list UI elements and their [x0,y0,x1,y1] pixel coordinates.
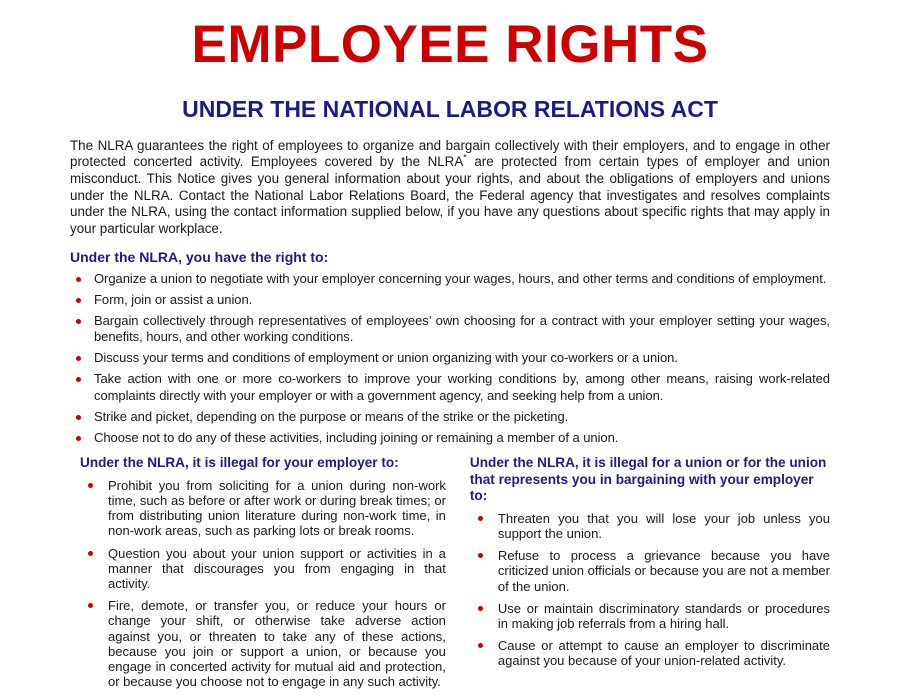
two-column-section [70,455,830,696]
page-title: EMPLOYEE RIGHTS [191,15,709,74]
list-item [70,292,830,309]
list-item [470,601,830,631]
list-item-text: Question you about your union support or activities in a manner that discourages you from engaging in that activity. [108,545,446,591]
intro-paragraph [70,138,830,238]
list-item [80,478,446,539]
intro-text-2: are protected from certain types of employer and union misconduct. This Notice gives you general information about your rights, and about the obligations of employers and unions under the NLRA. Contact the National Labor Relations Board, the Federal agency that investigates and resolves complaints under the NLRA, using the contact information supplied below, if you have any questions about specific rights that may apply in your particular workplace. [70,154,831,237]
bullet-icon [76,277,81,282]
list-item [470,638,830,668]
bullet-icon [88,551,93,556]
bullet-icon [76,415,81,420]
employer-illegal-column [80,455,446,696]
list-item-text: Prohibit you from soliciting for a union during non-work time, such as before or after work or during break times; or from distributing union literature during non-work time, in non-work areas, such as parking lots or break rooms. [108,477,446,539]
bullet-icon [478,643,483,648]
list-item-text: Threaten you that you will lose your job unless you support the union. [497,510,830,541]
bullet-icon [88,483,93,488]
employer-illegal-list [80,478,446,690]
employer-illegal-heading: Under the NLRA, it is illegal for your employer to: [80,455,399,471]
list-item [470,548,830,594]
list-item-text: Use or maintain discriminatory standards or procedures in making job referrals from a hiring hall. [497,600,830,631]
bullet-icon [478,516,483,521]
list-item-text: Take action with one or more co-workers to improve your working conditions by, among other means, raising work-related complaints directly with your employer or with a government agency, and seeking help from a union. [94,371,830,403]
bullet-icon [76,356,81,361]
footnote-asterisk: * [463,152,467,163]
rights-list [70,271,830,447]
list-item [80,546,446,592]
list-item-text: Form, join or assist a union. [94,291,253,307]
list-item [80,598,446,689]
union-illegal-heading: Under the NLRA, it is illegal for a union or for the union that represents you in bargaining with your employer to: [469,455,827,504]
list-item [70,313,830,346]
intro-text-1: The NLRA guarantees the right of employees to organize and bargain collectively with their employers, and to engage in other protected concerted activity. Employees covered by the NLRA [70,137,830,170]
list-item-text: Bargain collectively through representatives of employees’ own choosing for a contract with your employer setting your wages, benefits, hours, and other working conditions. [94,312,830,345]
list-item [70,430,830,447]
list-item-text: Choose not to do any of these activities, including joining or remaining a member of a union. [94,429,619,445]
list-item [70,350,830,367]
bullet-icon [76,319,81,324]
bullet-icon [478,606,483,611]
bullet-icon [88,603,93,608]
list-item [470,511,830,541]
list-item-text: Discuss your terms and conditions of employment or union organizing with your co-workers or a union. [94,350,678,366]
rights-section-heading: Under the NLRA, you have the right to: [70,248,329,265]
bullet-icon [478,553,483,558]
list-item-text: Fire, demote, or transfer you, or reduce your hours or change your shift, or otherwise take adverse action against you, or threaten to take any of these actions, because you join or support a union, or because you engage in concerted activity for mutual aid and protection, or because you choose not to engage in any such activity. [108,598,446,690]
list-item [70,271,830,288]
list-item-text: Organize a union to negotiate with your employer concerning your wages, hours, and other terms and conditions of employment. [94,270,827,286]
list-item-text: Cause or attempt to cause an employer to discriminate against you because of your union-related activity. [497,638,830,669]
list-item [70,371,830,404]
bullet-icon [76,298,81,303]
bullet-icon [76,436,81,441]
list-item [70,409,830,426]
bullet-icon [76,377,81,382]
page-subtitle: UNDER THE NATIONAL LABOR RELATIONS ACT [182,96,718,123]
union-illegal-column [470,455,830,696]
union-illegal-list [470,511,830,669]
list-item-text: Strike and picket, depending on the purpose or means of the strike or the picketing. [94,408,569,424]
list-item-text: Refuse to process a grievance because you have criticized union officials or because you are not a member of the union. [497,548,830,594]
